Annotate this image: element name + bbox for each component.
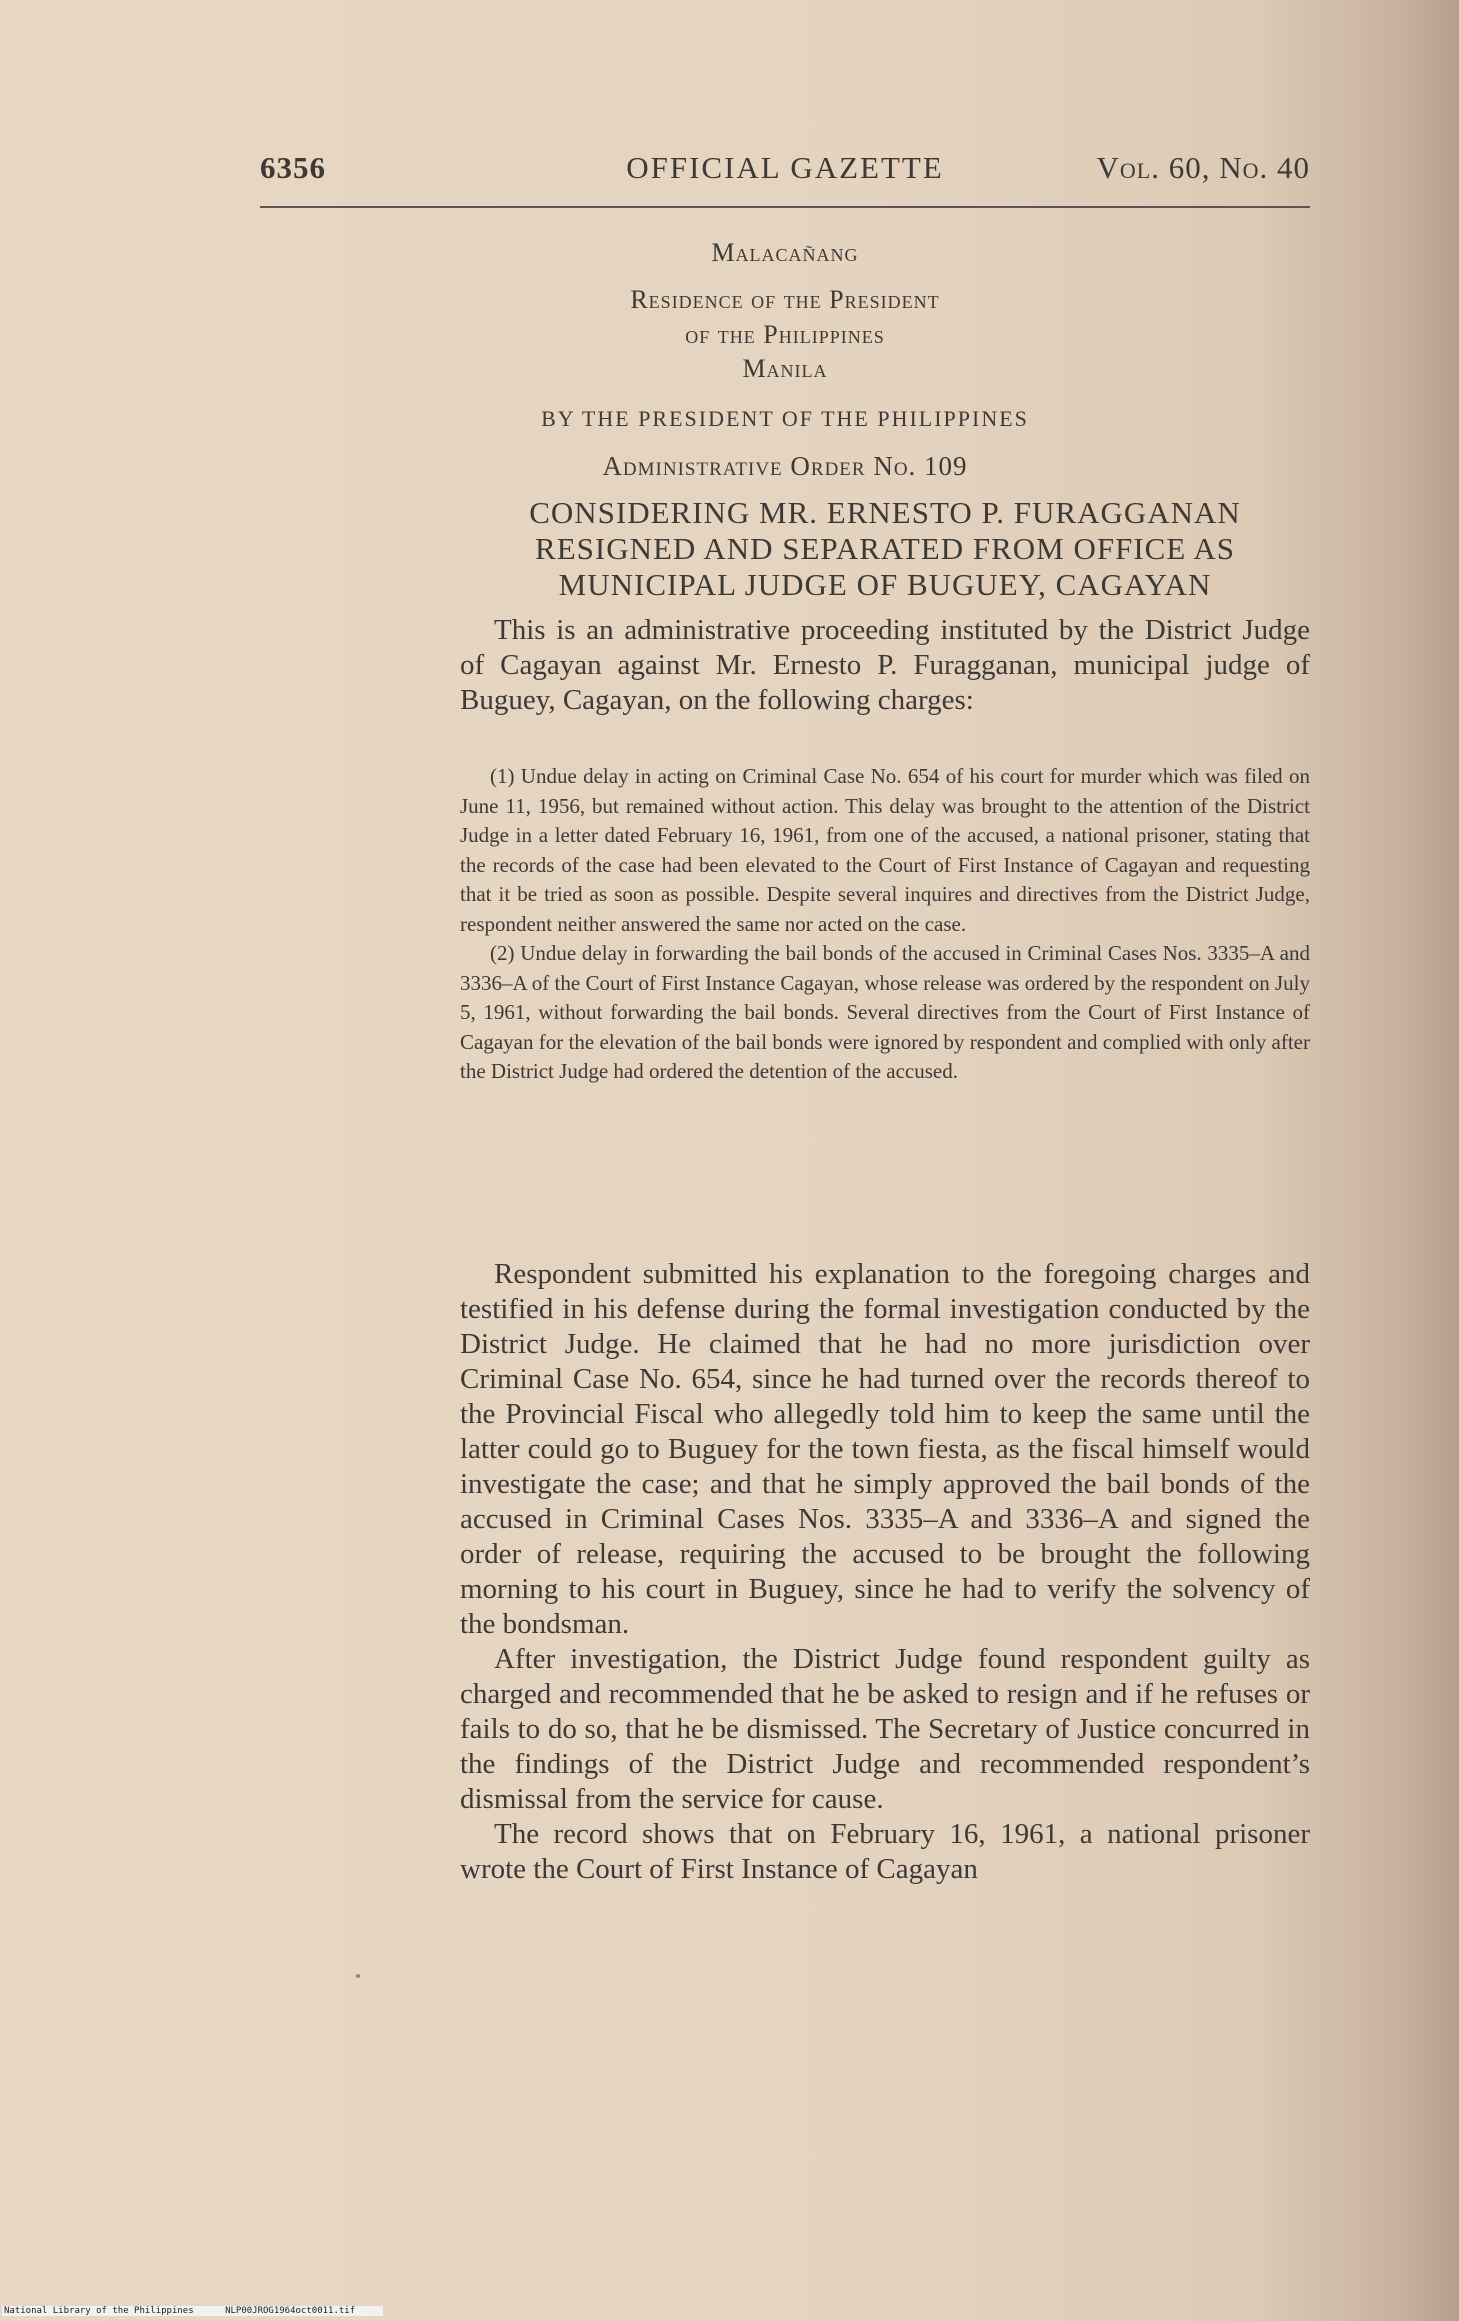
paragraph-record: The record shows that on February 16, 1961, a national prisoner wrote the Court of First Instance of Cagayan [460, 1818, 1310, 1885]
body-text [460, 1257, 1310, 1887]
library-credit: National Library of the Philippines [4, 2306, 194, 2316]
scan-filename: NLP00JROG1964oct0011.tif [225, 2306, 356, 2316]
residence-line-1: Residence of the President [630, 285, 940, 314]
volume-number: Vol. 60, No. 40 [1096, 150, 1310, 185]
page-number: 6356 [260, 150, 326, 185]
charges-list [460, 762, 1310, 1087]
office-name: Malacañang [711, 238, 859, 267]
byline: BY THE PRESIDENT OF THE PHILIPPINES [541, 406, 1029, 431]
city-name: Manila [742, 354, 828, 383]
residence-line-2: of the Philippines [685, 320, 885, 349]
header-rule [260, 206, 1310, 208]
order-title: CONSIDERING MR. ERNESTO P. FURAGGANAN RESIGNED AND SEPARATED FROM OFFICE AS MUNICIPAL JUDGE OF BUGUEY, CAGAYAN [529, 495, 1241, 602]
paragraph-explanation: Respondent submitted his explanation to the foregoing charges and testified in his defense during the formal investigation conducted by the District Judge. He claimed that he had no more jurisdiction over Criminal Case No. 654, since he had turned over the records thereof to the Provincial Fiscal who allegedly told him to keep the same until the latter could go to Buguey for the town fiesta, as the fiscal himself would investigate the case; and that he simply approved the bail bonds of the accused in Criminal Cases Nos. 3335–A and 3336–A and signed the order of release, requiring the accused to be brought the following morning to his court in Buguey, since he had to verify the solvency of the bondsman. [460, 1258, 1310, 1640]
charge-2: (2) Undue delay in forwarding the bail bonds of the accused in Criminal Cases Nos. 3335–A and 3336–A of the Court of First Instance Cagayan, whose release was ordered by the respondent on July 5, 1961, without forwarding the bail bonds. Several directives from the Court of First Instance of Cagayan for the elevation of the bail bonds were ignored by respondent and complied with only after the District Judge had ordered the detention of the accused. [460, 941, 1310, 1083]
publication-title: OFFICIAL GAZETTE [626, 150, 944, 185]
order-number: Administrative Order No. 109 [602, 451, 968, 481]
scan-footer [2, 2306, 383, 2316]
paper-speck [356, 1974, 360, 1978]
intro-paragraph [460, 613, 1310, 718]
intro-text: This is an administrative proceeding instituted by the District Judge of Cagayan against Mr. Ernesto P. Furagganan, municipal judge of Buguey, Cagayan, on the following charges: [460, 614, 1310, 716]
charge-1: (1) Undue delay in acting on Criminal Case No. 654 of his court for murder which was filed on June 11, 1956, but remained without action. This delay was brought to the attention of the District Judge in a letter dated February 16, 1961, from one of the accused, a national prisoner, stating that the records of the case had been elevated to the Court of First Instance of Cagayan and requesting that it be tried as soon as possible. Despite several inquires and directives from the District Judge, respondent neither answered the same nor acted on the case. [460, 764, 1310, 936]
running-head [260, 150, 1310, 194]
paragraph-findings: After investigation, the District Judge found respondent guilty as charged and recommended that he be asked to resign and if he refuses or fails to do so, that he be dismissed. The Secretary of Justice concurred in the findings of the District Judge and recommended respondent’s dismissal from the service for cause. [460, 1643, 1310, 1815]
